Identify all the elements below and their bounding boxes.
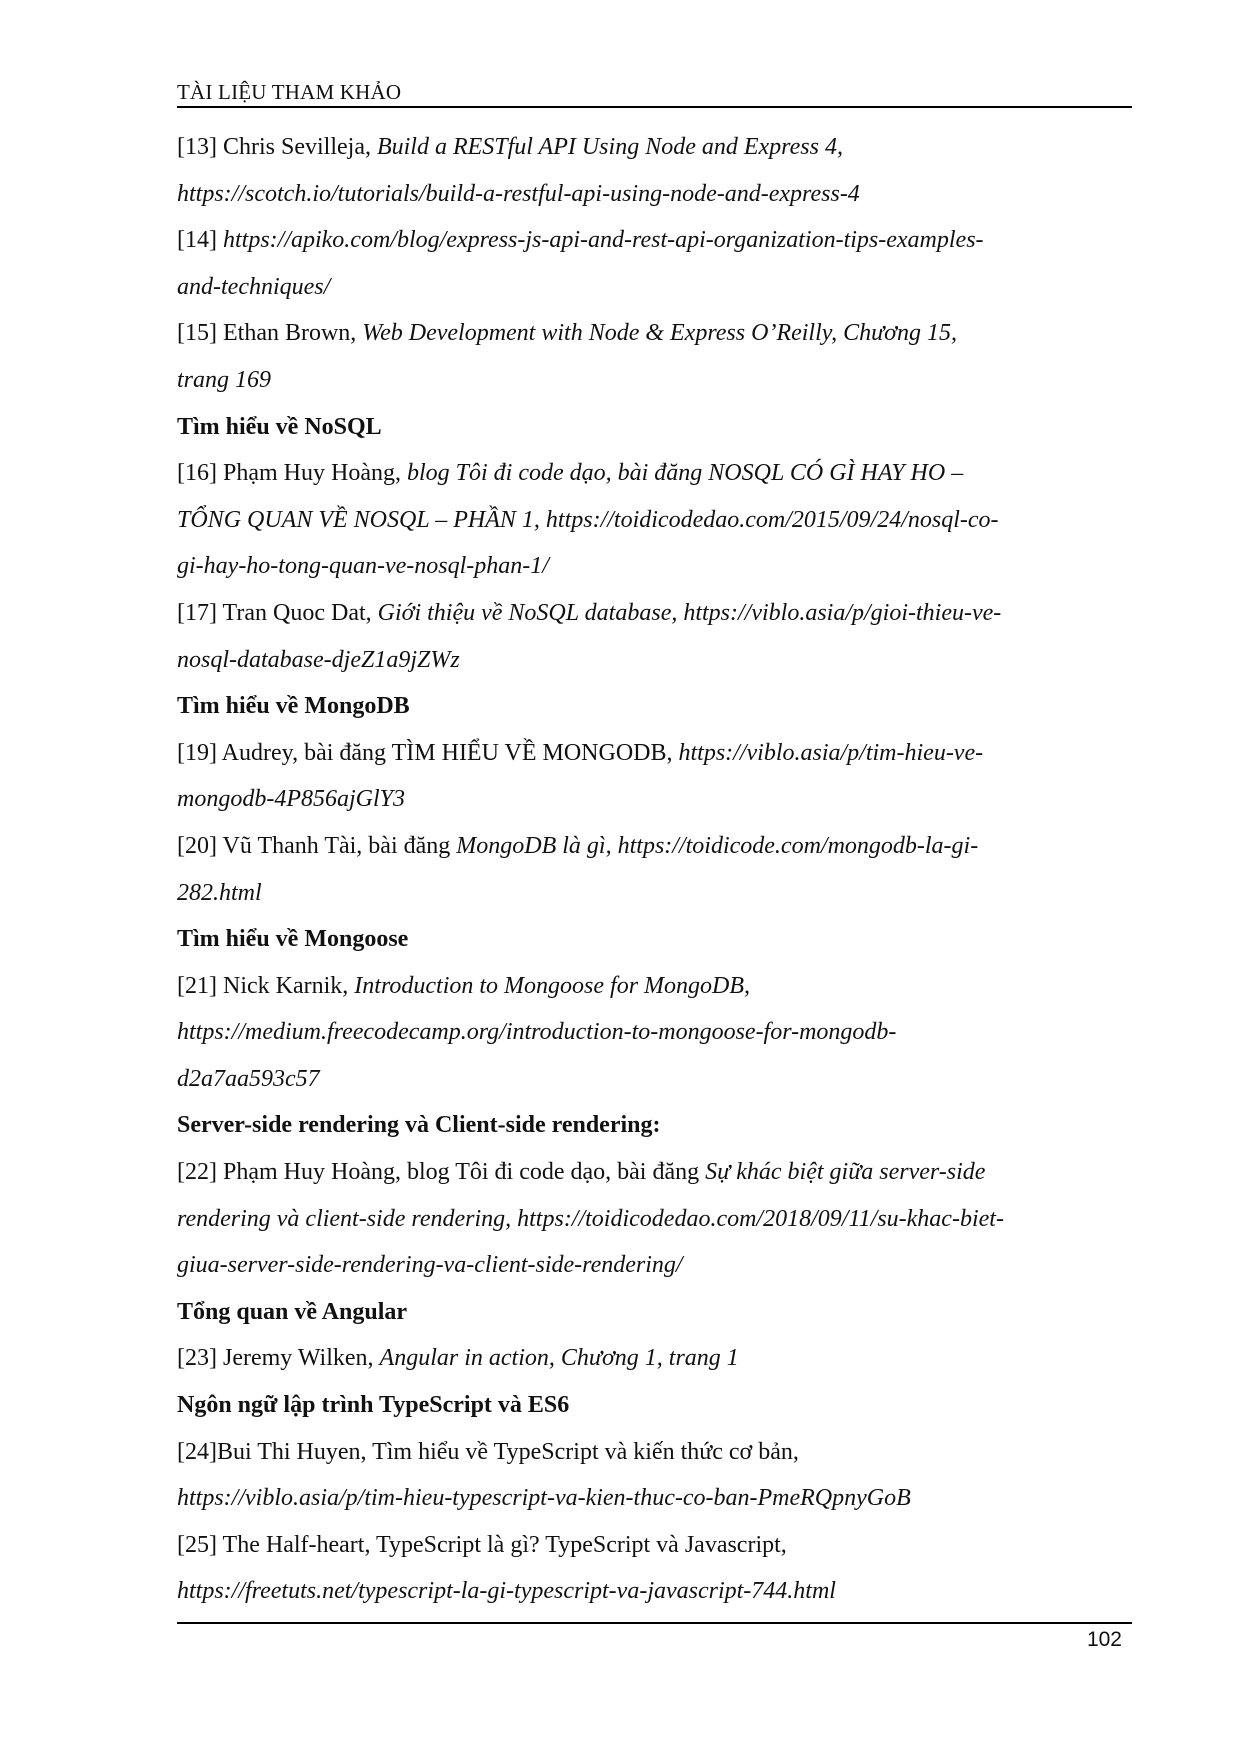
reference-25-line-2 <box>177 1568 1137 1615</box>
reference-15-line-1 <box>177 310 1137 357</box>
section-heading-rendering-text: Server-side rendering và Client-side rendering: <box>177 1112 661 1139</box>
reference-13-title: Build a RESTful API Using Node and Express 4, <box>376 134 843 160</box>
reference-13-url: https://scotch.io/tutorials/build-a-restful-api-using-node-and-express-4 <box>177 180 860 207</box>
reference-16-label: [16] Phạm Huy Hoàng, <box>177 460 407 487</box>
reference-20-line-2 <box>177 870 1137 917</box>
reference-16-line-2 <box>177 497 1137 544</box>
reference-20-label: [20] Vũ Thanh Tài, bài đăng <box>177 832 457 859</box>
reference-23-label: [23] Jeremy Wilken, <box>177 1345 380 1372</box>
section-heading-mongoose <box>177 916 1137 963</box>
section-heading-mongodb-text: Tìm hiểu về MongoDB <box>177 693 410 720</box>
section-heading-angular-text: Tổng quan về Angular <box>177 1298 408 1325</box>
reference-17-line-2 <box>177 637 1137 684</box>
reference-21-title: Introduction to Mongoose for MongoDB, <box>354 972 751 999</box>
reference-20-line-1 <box>177 823 1137 870</box>
reference-25-line-1 <box>177 1522 1137 1569</box>
reference-16-text-3: gi-hay-ho-tong-quan-ve-nosql-phan-1/ <box>177 553 549 580</box>
reference-22-line-1 <box>177 1149 1137 1196</box>
reference-15-label: [15] Ethan Brown, <box>177 320 363 347</box>
reference-16-text-1: blog Tôi đi code dạo, bài đăng NOSQL CÓ GÌ HAY HO – <box>406 460 964 487</box>
reference-16-line-1 <box>177 450 1137 497</box>
section-heading-nosql-text: Tìm hiểu về NoSQL <box>177 413 382 440</box>
section-heading-mongoose-text: Tìm hiểu về Mongoose <box>177 926 409 953</box>
reference-22-line-3 <box>177 1242 1137 1289</box>
reference-21-text-2: https://medium.freecodecamp.org/introduction-to-mongoose-for-mongodb- <box>177 1019 897 1046</box>
reference-16-text-2: TỔNG QUAN VỀ NOSQL – PHẦN 1, https://toidicodedao.com/2015/09/24/nosql-co- <box>177 506 999 533</box>
reference-19-line-1 <box>177 730 1137 777</box>
reference-14-line-2 <box>177 264 1137 311</box>
reference-19-text-1: https://viblo.asia/p/tim-hieu-ve- <box>678 739 984 766</box>
reference-13-line-1 <box>177 124 1137 171</box>
reference-25-url: https://freetuts.net/typescript-la-gi-typescript-va-javascript-744.html <box>177 1578 836 1605</box>
reference-23-line-1 <box>177 1335 1137 1382</box>
reference-14-url-part-1: https://apiko.com/blog/express-js-api-and-rest-api-organization-tips-examples- <box>222 227 984 254</box>
reference-24-line-1 <box>177 1429 1137 1476</box>
reference-22-text-2: rendering và client-side rendering, https://toidicodedao.com/2018/09/11/su-khac-biet- <box>177 1205 1004 1232</box>
reference-19-line-2 <box>177 776 1137 823</box>
reference-20-text-1: MongoDB là gì, https://toidicode.com/mongodb-la-gi- <box>456 832 979 859</box>
section-heading-nosql <box>177 404 1137 451</box>
reference-15-page: trang 169 <box>177 366 272 393</box>
reference-17-text-1: Giới thiệu về NoSQL database, https://viblo.asia/p/gioi-thieu-ve- <box>377 599 1002 626</box>
reference-14-line-1 <box>177 217 1137 264</box>
reference-21-label: [21] Nick Karnik, <box>177 972 355 999</box>
page-number: 102 <box>1086 1628 1122 1651</box>
reference-24-url: https://viblo.asia/p/tim-hieu-typescript-va-kien-thuc-co-ban-PmeRQpnyGoB <box>177 1485 911 1512</box>
reference-25-label: [25] The Half-heart, TypeScript là gì? TypeScript và Javascript, <box>177 1531 787 1558</box>
reference-17-label: [17] Tran Quoc Dat, <box>177 599 378 626</box>
section-heading-rendering <box>177 1102 1137 1149</box>
reference-22-label: [22] Phạm Huy Hoàng, blog Tôi đi code dạo, bài đăng <box>177 1159 706 1186</box>
reference-17-line-1 <box>177 590 1137 637</box>
reference-21-line-3 <box>177 1056 1137 1103</box>
reference-14-label: [14] <box>177 227 223 254</box>
reference-19-text-2: mongodb-4P856ajGlY3 <box>177 786 405 813</box>
section-heading-typescript-text: Ngôn ngữ lập trình TypeScript và ES6 <box>177 1392 570 1419</box>
page-header <box>177 78 1132 108</box>
reference-21-line-1 <box>177 963 1137 1010</box>
reference-23-title: Angular in action, Chương 1, trang 1 <box>379 1345 739 1372</box>
reference-22-line-2 <box>177 1196 1137 1243</box>
reference-16-line-3 <box>177 543 1137 590</box>
reference-22-text-3: giua-server-side-rendering-va-client-side-rendering/ <box>177 1252 683 1279</box>
reference-22-text-1: Sự khác biệt giữa server-side <box>705 1159 986 1186</box>
reference-14-url-part-2: and-techniques/ <box>177 273 331 300</box>
section-heading-angular <box>177 1289 1137 1336</box>
reference-21-line-2 <box>177 1009 1137 1056</box>
reference-17-text-2: nosql-database-djeZ1a9jZWz <box>177 646 460 673</box>
reference-24-line-2 <box>177 1475 1137 1522</box>
references-list <box>177 124 1137 1615</box>
header-title: TÀI LIỆU THAM KHẢO <box>177 80 402 104</box>
reference-21-text-3: d2a7aa593c57 <box>177 1065 320 1092</box>
reference-24-label: [24]Bui Thi Huyen, Tìm hiểu về TypeScript và kiến thức cơ bản, <box>177 1438 799 1465</box>
reference-13-line-2 <box>177 171 1137 218</box>
reference-13-label: [13] Chris Sevilleja, <box>177 134 377 160</box>
page-footer <box>177 1622 1132 1651</box>
reference-15-title: Web Development with Node & Express O’Reilly, Chương 15, <box>362 320 957 347</box>
reference-15-line-2 <box>177 357 1137 404</box>
section-heading-typescript <box>177 1382 1137 1429</box>
reference-19-label: [19] Audrey, bài đăng TÌM HIỂU VỀ MONGODB, <box>177 739 679 766</box>
reference-20-text-2: 282.html <box>177 879 262 906</box>
section-heading-mongodb <box>177 683 1137 730</box>
